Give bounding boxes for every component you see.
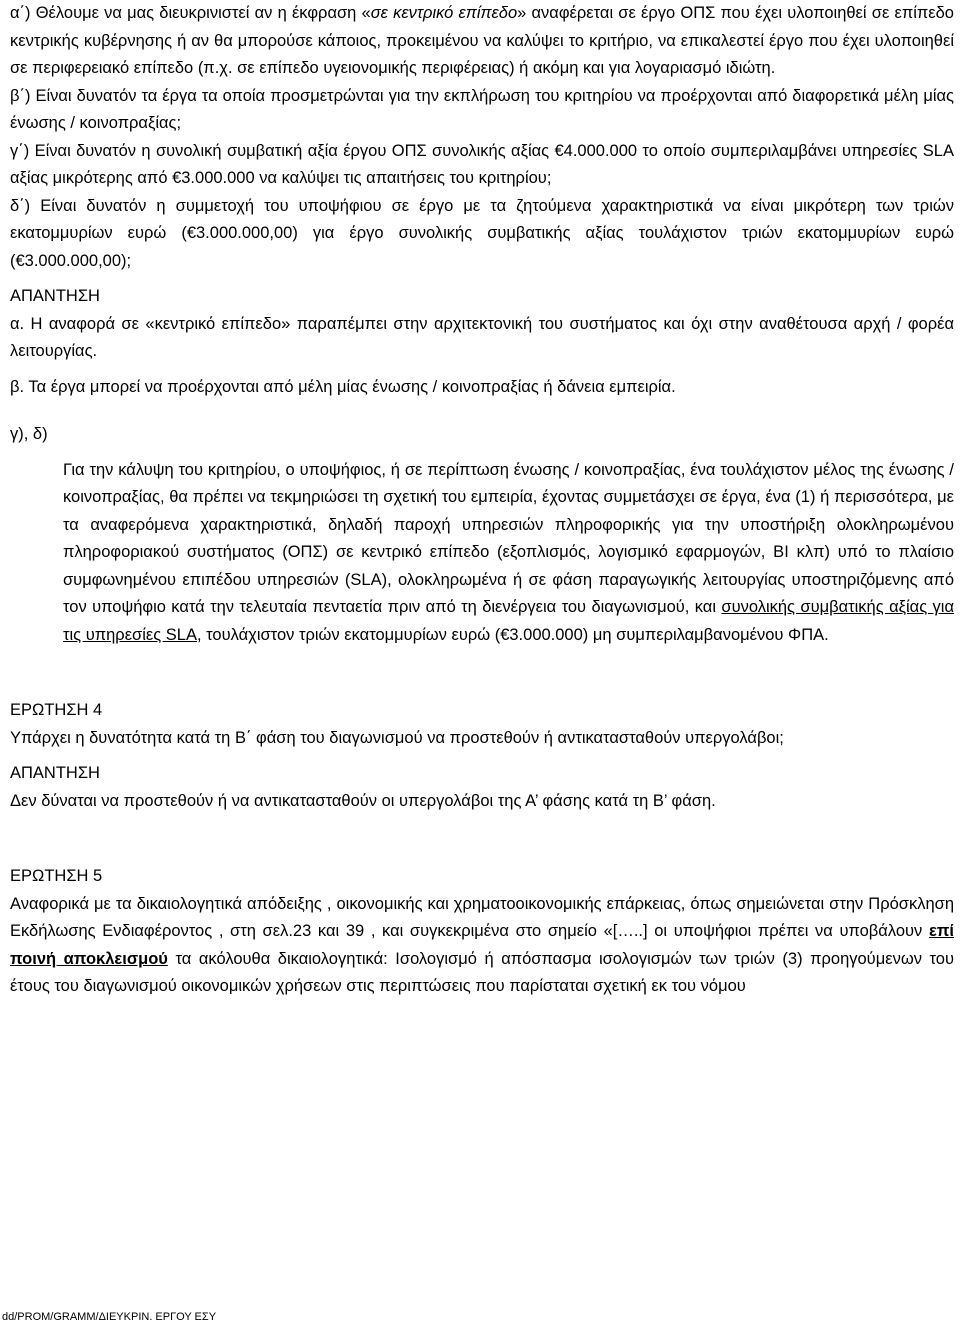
q3-alpha-paragraph	[10, 0, 954, 83]
q3-alpha-text-end: » αναφέρεται σε έργο ΟΠΣ που έχει υλοποιηθεί σε επίπεδο κεντρικής κυβέρνησης ή αν θα μπορούσε κάποιος, προκειμένου να καλύψει το κριτήριο, να επικαλεστεί έργο που έχει υλοποιηθεί σε περιφερειακό επίπεδο (π.χ. σε επίπεδο υγειονομικής περιφέρειας) ή ακόμη και για λογαριασμό ιδιώτη.	[10, 4, 954, 77]
answer3-alpha: α. Η αναφορά σε «κεντρικό επίπεδο» παραπέμπει στην αρχιτεκτονική του συστήματος και όχι στην αναθέτουσα αρχή / φορέα λειτουργίας.	[10, 314, 954, 360]
answer3-gd-suffix: , τουλάχιστον τριών εκατομμυρίων ευρώ (€3.000.000) μη συμπεριλαμβανομένου ΦΠΑ.	[196, 625, 829, 644]
question5-text: Αναφορικά με τα δικαιολογητικά απόδειξης , οικονομικής και χρηματοοικονομικής επάρκειας, όπως σημειώνεται στην Πρόσκληση Εκδήλωσης Ενδιαφέροντος , στη σελ.23 και 39 , και συγκεκριμένα στο σημείο «[…..] οι υποψήφιοι πρέπει να υποβάλουν	[10, 894, 954, 940]
footer-path: dd/PROM/GRAMM/ΔΙΕΥΚΡΙΝ. ΕΡΓΟΥ ΕΣΥ	[2, 1311, 217, 1323]
answer3-gd-underlined: συνολικής συμβατικής αξίας για τις υπηρεσίες SLA	[63, 598, 954, 644]
question4-heading: ΕΡΩΤΗΣΗ 4	[10, 701, 103, 719]
q3-alpha-text: α΄) Θέλουμε να μας διευκρινιστεί αν η έκφραση «	[10, 4, 371, 22]
question5-heading: ΕΡΩΤΗΣΗ 5	[10, 867, 103, 885]
q3-beta-paragraph: β΄) Είναι δυνατόν τα έργα τα οποία προσμετρώνται για την εκπλήρωση του κριτηρίου να προέρχονται από διαφορετικά μέλη μίας ένωσης / κοινοπραξίας;	[10, 86, 954, 132]
answer3-gd-text: Για την κάλυψη του κριτηρίου, ο υποψήφιος, ή σε περίπτωση ένωσης / κοινοπραξίας, ένα τουλάχιστον μέλος της ένωσης / κοινοπραξίας, θα πρέπει να τεκμηριώσει τη σχετική του εμπειρία, έχοντας συμμετάσχει σε έργα, ένα (1) ή περισσότερα, με τα αναφερόμενα χαρακτηριστικά, δηλαδή παροχή υπηρεσιών πληροφορικής για την υποστήριξη ολοκληρωμένου πληροφοριακού συστήματος (ΟΠΣ) σε κεντρικό επίπεδο (εξοπλισμός, λογισμικό εφαρμογών, BI κλπ) υπό το πλαίσιο συμφωνημένου επιπέδου υπηρεσιών (SLA), ολοκληρωμένα ή σε φάση παραγωγικής λειτουργίας υποστηριζόμενης από τον υποψήφιο κατά την τελευταία πενταετία πριν από τη διενέργεια του διαγωνισμού, και	[63, 460, 955, 616]
q3-delta-paragraph: δ΄) Είναι δυνατόν η συμμετοχή του υποψήφιου σε έργο με τα ζητούμενα χαρακτηριστικά να είναι μικρότερη των τριών εκατομμυρίων ευρώ (€3.000.000,00) για έργο συνολικής συμβατικής αξίας τουλάχιστον τριών εκατομμυρίων ευρώ (€3.000.000,00);	[10, 196, 954, 270]
document-page	[10, 0, 954, 1001]
answer3-gd-paragraph	[63, 457, 954, 650]
answer3-heading: ΑΠΑΝΤΗΣΗ	[10, 287, 100, 305]
q3-gamma-paragraph: γ΄) Είναι δυνατόν η συνολική συμβατική αξία έργου ΟΠΣ συνολικής αξίας €4.000.000 το οποίο συμπεριλαμβάνει υπηρεσίες SLA αξίας μικρότερης από €3.000.000 να καλύψει τις απαιτήσεις του κριτηρίου;	[10, 141, 954, 187]
question5-text-end: τα ακόλουθα δικαιολογητικά: Ισολογισμό ή απόσπασμα ισολογισμών των τριών (3) προηγούμενων του έτους του διαγωνισμού οικονομικών χρήσεων στις περιπτώσεις που παρίσταται σχετική εκ του νόμου	[10, 949, 954, 995]
question5-paragraph	[10, 891, 954, 1001]
answer3-gd-label: γ), δ)	[10, 425, 48, 443]
question5-bold-underlined: επί ποινή αποκλεισμού	[10, 922, 954, 968]
answer4-heading: ΑΠΑΝΤΗΣΗ	[10, 764, 100, 782]
q3-alpha-italic: σε κεντρικό επίπεδο	[370, 4, 518, 22]
answer3-beta: β. Τα έργα μπορεί να προέρχονται από μέλη μίας ένωσης / κοινοπραξίας ή δάνεια εμπειρία.	[10, 377, 676, 396]
answer4-text: Δεν δύναται να προστεθούν ή να αντικατασταθούν οι υπεργολάβοι της Α’ φάσης κατά τη Β’ φάση.	[10, 791, 716, 810]
question4-text: Υπάρχει η δυνατότητα κατά τη Β΄ φάση του διαγωνισμού να προστεθούν ή αντικατασταθούν υπεργολάβοι;	[10, 728, 784, 747]
